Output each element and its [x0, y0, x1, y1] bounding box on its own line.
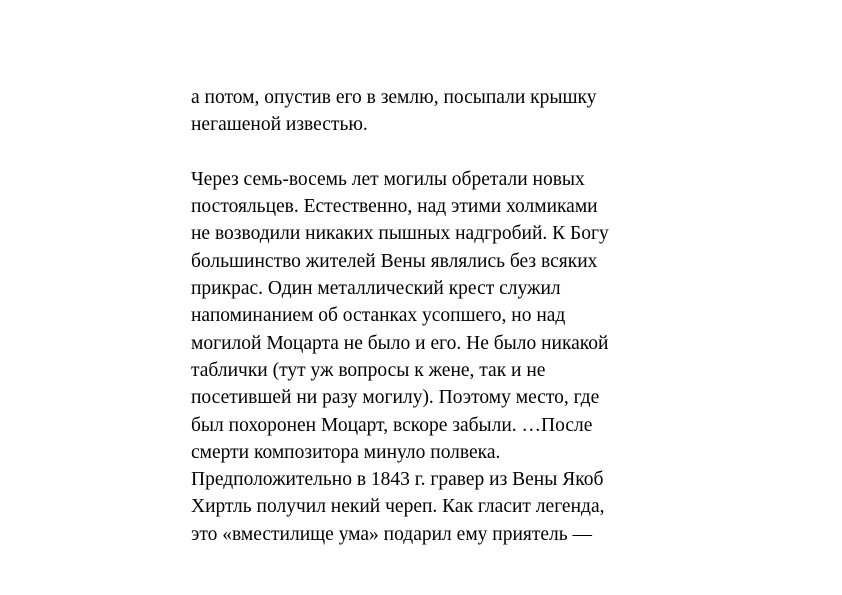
text-line: могилой Моцарта не было и его. Не было никакой: [191, 332, 609, 354]
text-line: был похоронен Моцарт, вскоре забыли. …После: [191, 414, 593, 436]
text-line: смерти композитора минуло полвека.: [191, 441, 501, 463]
body-text: [191, 84, 671, 548]
text-line: Через семь-восемь лет могилы обретали новых: [191, 168, 585, 190]
text-line: таблички (тут уж вопросы к жене, так и не: [191, 359, 546, 381]
text-line: напоминанием об останках усопшего, но над: [191, 305, 566, 327]
text-line: постояльцев. Естественно, над этими холмиками: [191, 196, 598, 218]
text-line: это «вместилище ума» подарил ему приятель —: [191, 523, 593, 545]
text-line: Хиртль получил некий череп. Как гласит легенда,: [191, 496, 605, 518]
text-line: а потом, опустив его в землю, посыпали крышку: [191, 87, 597, 108]
paragraph-1: [191, 84, 671, 139]
text-line: Предположительно в 1843 г. гравер из Вены Якоб: [191, 469, 604, 491]
text-line: негашеной известью.: [191, 114, 368, 136]
paragraph-2: [191, 166, 671, 548]
text-line: не возводили никаких пышных надгробий. К Богу: [191, 223, 609, 245]
text-line: большинство жителей Вены являлись без всяких: [191, 250, 598, 272]
text-line: прикрас. Один металлический крест служил: [191, 278, 561, 300]
text-line: посетившей ни разу могилу). Поэтому место, где: [191, 387, 600, 409]
paragraph-spacer: [191, 139, 671, 166]
